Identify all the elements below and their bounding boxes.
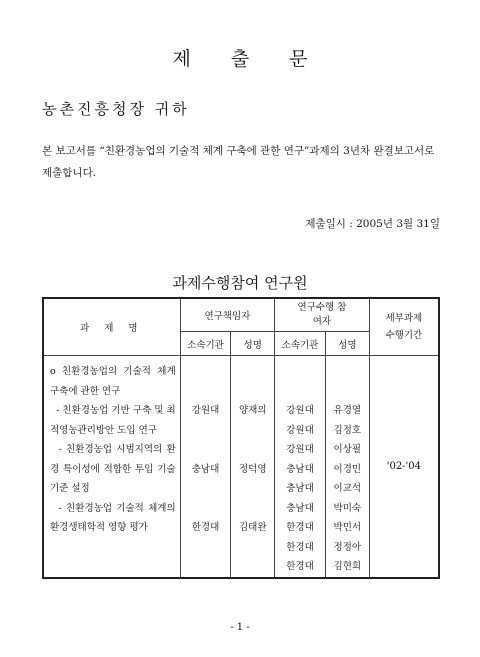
participant-name: 정정아 <box>333 541 362 553</box>
header-project: 과 제 명 <box>43 298 180 356</box>
participant-affiliation: 한경대 <box>286 522 314 533</box>
participant-affiliation-column <box>275 356 326 578</box>
participant-affiliation: 한경대 <box>286 561 314 572</box>
lead-name-column <box>231 356 275 578</box>
participant-name: 이경민 <box>333 463 362 475</box>
title-char-3: 문 <box>289 48 308 70</box>
participant-affiliation: 충남대 <box>286 463 314 475</box>
participant-name: 유경열 <box>333 405 362 416</box>
participant-name: 이상필 <box>333 444 362 455</box>
participant-affiliation: 강원대 <box>286 405 314 416</box>
participant-name: 김정호 <box>333 424 362 436</box>
title-char-2: 출 <box>230 48 250 70</box>
participant-affiliation: 충남대 <box>286 483 314 494</box>
submission-date: 제출일시 : 2005년 3월 31일 <box>305 218 440 230</box>
project-period: '02-'04 <box>369 356 439 578</box>
header-lead-affiliation: 소속기관 <box>180 332 231 356</box>
recipient: 농촌진흥청장 귀하 <box>42 100 190 118</box>
participant-affiliation: 강원대 <box>286 444 314 455</box>
participant-name-column <box>325 356 369 578</box>
submission-statement: 본 보고서를 “친환경농업의 기술적 체계 구축에 관한 연구”과제의 3년차 완결보고서로 제출합니다. <box>42 145 435 179</box>
header-participant-name: 성명 <box>325 332 369 356</box>
participant-affiliation: 충남대 <box>286 502 314 514</box>
header-lead-name: 성명 <box>231 332 275 356</box>
participant-name: 박민서 <box>333 522 362 533</box>
header-participants: 연구수행 참여자 <box>275 298 370 332</box>
header-lead: 연구책임자 <box>180 298 274 332</box>
lead-affiliation: 충남대 <box>191 463 220 475</box>
document-title <box>0 44 480 71</box>
participant-affiliation: 한경대 <box>286 541 314 553</box>
participant-name: 이교석 <box>333 483 362 494</box>
header-participant-affiliation: 소속기관 <box>275 332 326 356</box>
participant-name: 김현희 <box>333 561 362 572</box>
lead-affiliation-column <box>180 356 231 578</box>
table-title: 과제수행참여 연구원 <box>172 274 308 292</box>
project-description: o 친환경농업의 기술적 체계 구축에 관한 연구 - 친환경농업 기반 구축 및 최적영농관리방안 도입 연구 - 친환경농업 시범지역의 환경 특이성에 적합한 투입 기술 기준 설정 - 친환경농업 기술적 체계의 환경생태학적 영향 평가 <box>43 356 180 578</box>
lead-affiliation: 강원대 <box>191 405 220 416</box>
participant-affiliation: 강원대 <box>286 424 314 436</box>
lead-name: 정덕영 <box>238 463 267 475</box>
lead-name: 양재의 <box>238 405 267 416</box>
lead-affiliation: 한경대 <box>191 522 220 533</box>
header-period: 세부과제 수행기간 <box>369 298 439 356</box>
title-char-1: 제 <box>172 48 191 70</box>
participants-table <box>42 297 440 579</box>
participant-name: 박미숙 <box>333 502 362 514</box>
page-number: - 1 - <box>230 622 250 633</box>
lead-name: 김태완 <box>238 522 267 533</box>
